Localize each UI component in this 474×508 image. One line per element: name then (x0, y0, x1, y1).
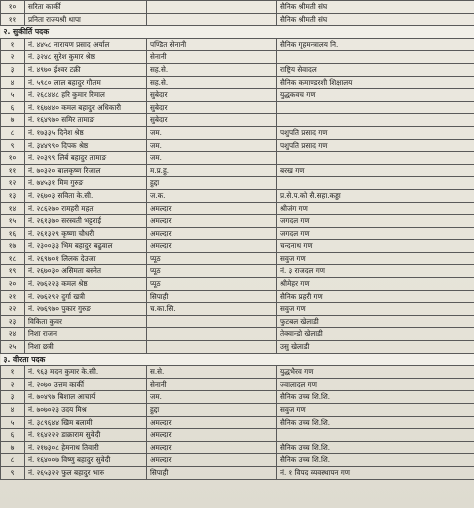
person-name: नं. ७०४९७ बिशाल आचार्य (25, 391, 147, 404)
unit-cell: श्रीजंग गण (277, 202, 474, 215)
serial-number: १० (1, 1, 25, 14)
table-row (1, 227, 474, 240)
rank-cell: हुद्दा (147, 404, 277, 417)
rank-cell: जम. (147, 152, 277, 165)
rank-cell: ज.क. (147, 189, 277, 202)
unit-cell: सैनिक उच्च शि.शि. (277, 454, 474, 467)
person-name: नं. १६४००७ विष्णु बहादुर सुवेदी (25, 454, 147, 467)
person-name: नं. २६७०३० असिमता बस्नेत (25, 265, 147, 278)
serial-number: २५ (1, 341, 25, 354)
serial-number: ३ (1, 391, 25, 404)
table-row (1, 303, 474, 316)
table-row (1, 76, 474, 89)
serial-number: ८ (1, 126, 25, 139)
person-name: नं. ४४५८ नारायण प्रसाद अर्याल (25, 38, 147, 51)
unit-cell: प्र.से.प.को सै.सहा.कड्डा (277, 189, 474, 202)
unit-cell: पशुपति प्रसाद गण (277, 139, 474, 152)
rank-cell: म.प्र.हु. (147, 164, 277, 177)
person-name: नं. १६४९७० समिर तामाङ (25, 114, 147, 127)
unit-cell: बरख गण (277, 164, 474, 177)
table-row (1, 416, 474, 429)
unit-cell: युद्धभैरव गण (277, 366, 474, 379)
table-row (1, 441, 474, 454)
unit-cell: सवुज गण (277, 303, 474, 316)
rank-cell: अमल्दार (147, 202, 277, 215)
person-name: नं. ७०७०२३ उदय मिश्र (25, 404, 147, 417)
unit-cell: नं. ३ राजदल गण (277, 265, 474, 278)
serial-number: १५ (1, 215, 25, 228)
unit-cell: पशुपति प्रसाद गण (277, 126, 474, 139)
serial-number: १४ (1, 202, 25, 215)
rank-cell (147, 315, 277, 328)
unit-cell: सवुज गण (277, 252, 474, 265)
table-row (1, 164, 474, 177)
person-name: नं. २३००३३ भिम बहादुर बढुवाल (25, 240, 147, 253)
person-name: सरिता कार्की (25, 1, 147, 14)
serial-number: ११ (1, 13, 25, 26)
serial-number: २३ (1, 315, 25, 328)
rank-cell: अमल्दार (147, 454, 277, 467)
table-row (1, 252, 474, 265)
person-name: नं. २६१३७० सरस्वती भट्टराई (25, 215, 147, 228)
unit-cell (277, 429, 474, 442)
serial-number: ५ (1, 416, 25, 429)
serial-number: ८ (1, 454, 25, 467)
rank-cell (147, 1, 277, 14)
unit-cell: तेक्वान्डो खेलाडी (277, 328, 474, 341)
serial-number: ६ (1, 429, 25, 442)
unit-cell: श्रीमेहर गण (277, 278, 474, 291)
rank-cell: च.का.सि. (147, 303, 277, 316)
table-row (1, 177, 474, 190)
table-row (1, 454, 474, 467)
serial-number: ४ (1, 404, 25, 417)
rank-cell: जम. (147, 391, 277, 404)
person-name: नं. २०३९९ लिर्ब बहादुर तामाङ (25, 152, 147, 165)
rank-cell: सिपाही (147, 466, 277, 479)
serial-number: १६ (1, 227, 25, 240)
unit-cell: सैनिक गृहमन्त्रालय नि. (277, 38, 474, 51)
table-row (1, 215, 474, 228)
unit-cell: सैनिक श्रीमती संघ (277, 1, 474, 14)
serial-number: १८ (1, 252, 25, 265)
person-name: निशा राजन (25, 328, 147, 341)
person-name: नं. २७६९७० पुकार गुरुङ (25, 303, 147, 316)
serial-number: २ (1, 51, 25, 64)
table-row (1, 378, 474, 391)
table-row (1, 366, 474, 379)
rank-cell: सेनानी (147, 378, 277, 391)
serial-number: ७ (1, 441, 25, 454)
section-title: २. सुकीर्ति पदक (1, 26, 474, 39)
rank-cell: अमल्दार (147, 429, 277, 442)
rank-cell: सुबेदार (147, 101, 277, 114)
rank-cell: सुबेदार (147, 89, 277, 102)
serial-number: ११ (1, 164, 25, 177)
person-name: नं. २८६२७० रामहरी महत (25, 202, 147, 215)
table-row (1, 63, 474, 76)
person-name: नं. ३२४८ सुरेश कुमार श्रेष्ठ (25, 51, 147, 64)
rank-cell: अमल्दार (147, 240, 277, 253)
table-row (1, 240, 474, 253)
unit-cell: राष्ट्रिय सेवादल (277, 63, 474, 76)
person-name: नं. २६८४४८ हरि कुमार रिमाल (25, 89, 147, 102)
rank-cell: अमल्दार (147, 441, 277, 454)
person-name: नं. २६१३२९ कृष्णा चौधरी (25, 227, 147, 240)
table-row (1, 101, 474, 114)
person-name: नं. १६७४४० कमल बहादुर अधिकारी (25, 101, 147, 114)
rank-cell: सिपाही (147, 290, 277, 303)
table-row (1, 391, 474, 404)
serial-number: २२ (1, 303, 25, 316)
unit-cell: सैनिक उच्च शि.शि. (277, 391, 474, 404)
table-row (1, 13, 474, 26)
unit-cell (277, 152, 474, 165)
serial-number: ३ (1, 63, 25, 76)
rank-cell: प्यूठ (147, 252, 277, 265)
unit-cell: उसु खेलाडी (277, 341, 474, 354)
person-name: नं. ५९८० लाल बहादुर गौतम (25, 76, 147, 89)
person-name: नं. ७०३२० बालकृष्ण रिजाल (25, 164, 147, 177)
serial-number: १७ (1, 240, 25, 253)
unit-cell: सैनिक प्रहरी गण (277, 290, 474, 303)
person-name: नं. ७४५३१ मिम गुरुङ (25, 177, 147, 190)
person-name: नं. २६५३२२ फुल बहादुर भारु (25, 466, 147, 479)
unit-cell: सैनिक श्रीमती संघ (277, 13, 474, 26)
person-name: निशा छत्री (25, 341, 147, 354)
unit-cell: जगदल गण (277, 215, 474, 228)
serial-number: ९ (1, 466, 25, 479)
table-body (1, 1, 474, 480)
serial-number: १ (1, 38, 25, 51)
rank-cell: सेनानी (147, 51, 277, 64)
serial-number: ४ (1, 76, 25, 89)
table-row (1, 404, 474, 417)
table-row (1, 126, 474, 139)
table-row (1, 189, 474, 202)
rank-cell: सह.से. (147, 76, 277, 89)
table-row (1, 290, 474, 303)
person-name: नं. ४९७० ईश्वर टक्री (25, 63, 147, 76)
unit-cell (277, 177, 474, 190)
table-row (1, 152, 474, 165)
rank-cell: हुद्दा (147, 177, 277, 190)
unit-cell: युद्धकवच गण (277, 89, 474, 102)
rank-cell (147, 13, 277, 26)
person-name: नं. १७३३५ दिनेश श्रेष्ठ (25, 126, 147, 139)
rank-cell: जम. (147, 139, 277, 152)
table-row (1, 114, 474, 127)
unit-cell: सवुज गण (277, 404, 474, 417)
unit-cell: नं. १ विपद व्यवस्थापन गण (277, 466, 474, 479)
table-row (1, 278, 474, 291)
serial-number: ७ (1, 114, 25, 127)
rank-cell: पण्डित सेनानी (147, 38, 277, 51)
serial-number: २४ (1, 328, 25, 341)
rank-cell: सुबेदार (147, 114, 277, 127)
table-row (1, 466, 474, 479)
table-row (1, 89, 474, 102)
table-row (1, 139, 474, 152)
serial-number: १३ (1, 189, 25, 202)
person-name: नं. ९६३ मदन कुमार के.सी. (25, 366, 147, 379)
unit-cell (277, 101, 474, 114)
rank-cell: जम. (147, 126, 277, 139)
table-row (1, 265, 474, 278)
person-name: प्रनिता राज्यश्री थापा (25, 13, 147, 26)
unit-cell: ज्वालादल गण (277, 378, 474, 391)
section-title: ३. वीरता पदक (1, 353, 474, 366)
person-name: विकिता कुवर (25, 315, 147, 328)
table-row (1, 341, 474, 354)
person-name: नं. २०७० उत्तम कार्की (25, 378, 147, 391)
serial-number: १० (1, 152, 25, 165)
rank-cell: स.से. (147, 366, 277, 379)
table-row (1, 38, 474, 51)
table-row (1, 1, 474, 14)
rank-cell: अमल्दार (147, 227, 277, 240)
person-name: नं. २७६२९२ दुर्गा खत्री (25, 290, 147, 303)
rank-cell: प्यूठ (147, 265, 277, 278)
rank-cell: प्यूठ (147, 278, 277, 291)
rank-cell (147, 341, 277, 354)
serial-number: १२ (1, 177, 25, 190)
table-row (1, 202, 474, 215)
unit-cell: सैनिक उच्च शि.शि. (277, 441, 474, 454)
person-name: नं. २१७३०८ हेमनाथ तिवारी (25, 441, 147, 454)
unit-cell: फुटबल खेलाडी (277, 315, 474, 328)
rank-cell: सह.से. (147, 63, 277, 76)
unit-cell (277, 51, 474, 64)
rank-cell: अमल्दार (147, 215, 277, 228)
table-row (1, 429, 474, 442)
rank-cell: अमल्दार (147, 416, 277, 429)
person-name: नं. १६४२२२ डाक्राराम सुवेदी (25, 429, 147, 442)
person-name: नं. ३४४९९० दिपक श्रेष्ठ (25, 139, 147, 152)
person-name: नं. २६७०३ सविता के.सी. (25, 189, 147, 202)
person-name: नं. २७६२२३ कमल श्रेष्ठ (25, 278, 147, 291)
table-row (1, 315, 474, 328)
unit-cell: चन्दनाथ गण (277, 240, 474, 253)
unit-cell: सैनिक उच्च शि.शि. (277, 416, 474, 429)
serial-number: २ (1, 378, 25, 391)
table-row (1, 51, 474, 64)
section-header-row (1, 26, 474, 39)
person-name: नं. २६९७०१ लिलक देउजा (25, 252, 147, 265)
serial-number: १ (1, 366, 25, 379)
section-header-row (1, 353, 474, 366)
rank-cell (147, 328, 277, 341)
serial-number: ६ (1, 101, 25, 114)
unit-cell: सैनिक कमाण्डरशी शिक्षालय (277, 76, 474, 89)
serial-number: २१ (1, 290, 25, 303)
table-row (1, 328, 474, 341)
unit-cell (277, 114, 474, 127)
serial-number: २० (1, 278, 25, 291)
serial-number: १९ (1, 265, 25, 278)
unit-cell: जगदल गण (277, 227, 474, 240)
person-name: नं. ३८९६४४ खिम बलामी (25, 416, 147, 429)
serial-number: ९ (1, 139, 25, 152)
serial-number: ५ (1, 89, 25, 102)
